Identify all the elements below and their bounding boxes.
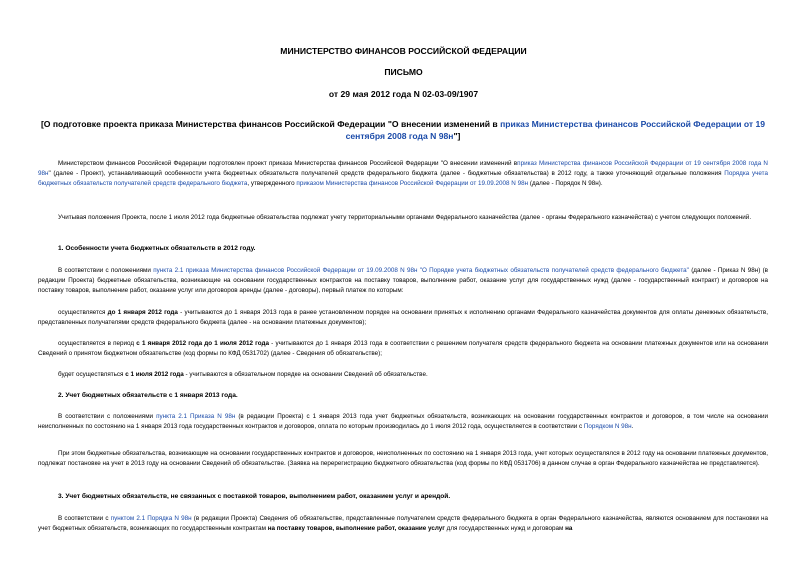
link-procedure-98n[interactable]: Порядком N 98н xyxy=(583,423,632,431)
link-item-2-1-order[interactable]: пункта 2.1 приказа Министерства финансов Российской Федерации от 19.09.2008 N 98н "О Порядке учета бюджетных обязательств получателей средств федерального бюджета" xyxy=(153,267,689,274)
bold-date: с 1 июля 2012 года xyxy=(125,371,184,378)
paragraph-text: , утвержденного xyxy=(247,180,295,188)
link-order-19092008[interactable]: приказом Министерства финансов Российской Федерации от 19.09.2008 N 98н xyxy=(296,180,529,188)
paragraph-text: - учитываются до 1 января 2013 года в соответствии с решением получателя средств федерального бюджета на основании платежных документов или на основании Сведений о принятом бюджетном обязательстве (код формы по КФД 0531702) (далее - Сведения об обязательстве); xyxy=(38,340,769,358)
link-procedure[interactable]: Порядка учета бюджетных обязательств получателей средств федерального бюджета xyxy=(38,170,768,188)
paragraph-section-1 xyxy=(38,266,768,297)
subject-link-order-98n[interactable]: приказ Министерства финансов Российской Федерации от 19 сентября 2008 года N 98н xyxy=(345,119,766,141)
paragraph-text: - учитываются в обязательном порядке на основании Сведений об обязательстве. xyxy=(185,371,428,378)
paragraph-after-july-2012 xyxy=(38,370,768,380)
paragraph-text: осуществляется xyxy=(58,309,106,316)
paragraph-positions: Учитывая положения Проекта, после 1 июля 2012 года бюджетные обязательства подлежат учету территориальными органами Федерального казначейства (далее - органы Федерального казначейства) с учетом следующих положений. xyxy=(58,214,752,221)
paragraph-section-3 xyxy=(38,514,768,534)
ministry-heading: МИНИСТЕРСТВО ФИНАНСОВ РОССИЙСКОЙ ФЕДЕРАЦИИ xyxy=(280,46,527,56)
section-2-heading: 2. Учет бюджетных обязательств с 1 января 2013 года. xyxy=(58,392,238,399)
paragraph-intro xyxy=(38,159,768,190)
paragraph-text: осуществляется в период xyxy=(58,340,135,347)
paragraph-text: В соответствии с положениями xyxy=(58,413,154,420)
paragraph-reregistration: При этом бюджетные обязательства, возникающие на основании государственных контрактов и договоров, неисполненных по состоянию на 1 января 2013 года, учет которых осуществлялся в 2012 году на основании платежных документов, подлежат постановке на учет в 2013 году на основании Сведений об обязательстве. (Заявка на перерегистрацию бюджетного обязательства (код формы по КФД 0531706) в данном случае в орган Федерального казначейства не представляется). xyxy=(38,450,768,468)
link-order-98n[interactable]: приказ Министерства финансов Российской Федерации от 19 сентября 2008 года N 98н xyxy=(38,160,768,178)
link-item-2-1-procedure[interactable]: пунктом 2.1 Порядка N 98н xyxy=(110,515,192,522)
paragraph-text: для государственных нужд и договорам xyxy=(446,525,564,533)
paragraph-text: В соответствии с положениями xyxy=(58,267,151,274)
bold-date: с 1 января 2012 года до 1 июля 2012 года xyxy=(136,340,269,347)
link-item-2-1-order-98n[interactable]: пункта 2.1 Приказа N 98н xyxy=(156,413,236,420)
paragraph-period-2012 xyxy=(38,339,768,359)
document-date-number: от 29 мая 2012 года N 02-03-09/1907 xyxy=(328,89,479,99)
bold-phrase: на xyxy=(565,525,573,533)
paragraph-text: В соответствии с xyxy=(58,515,109,522)
bold-phrase: на поставку товаров, выполнение работ, оказание услуг xyxy=(267,525,445,533)
paragraph-text: . xyxy=(631,423,634,431)
paragraph-text: будет осуществляться xyxy=(58,371,124,378)
paragraph-text: (в редакции Проекта) Сведения об обязательстве, представленные получателем средств федерального бюджета в орган Федерального казначейства, являются основанием для постановки на учет бюджетных обязательств, возникающих по государственным контрактам xyxy=(38,515,769,533)
paragraph-text: - учитываются до 1 января 2013 года в ранее установленном порядке на основании принятых к исполнению органами Федерального казначейства документов для оплаты денежных обязательств, представленных получателями средств федерального бюджета (далее - на основании платежных документов); xyxy=(38,309,769,327)
document-type: ПИСЬМО xyxy=(384,67,423,77)
paragraph-text: (далее - Приказ N 98н) (в редакции Проекта) бюджетные обязательства, возникающие на основании государственных контрактов на поставку товаров, выполнение работ, оказание услуг для государственных нужд (далее - государственный контракт) и договоров на поставку товаров, выполнение работ, оказание услуг или договоров аренды (далее - договоры), первый платеж по которым: xyxy=(38,267,769,295)
paragraph-text: " (далее - Проект), устанавливающий особенности учета бюджетных обязательств получателей средств федерального бюджета (далее - бюджетные обязательства) в 2012 году, а также уточняющий отдельные положения xyxy=(48,170,722,178)
paragraph-text: Министерством финансов Российской Федерации подготовлен проект приказа Министерства финансов Российской Федерации "О внесении изменений в xyxy=(58,160,518,167)
paragraph-text: (в редакции Проекта) с 1 января 2013 года учет бюджетных обязательств, возникающих на основании государственных контрактов и договоров, в том числе на основании неисполненных по состоянию на 1 января 2013 года государственных контрактов и договоров, оплата по которым производилась до 1 июля 2012 года, осуществляется в соответствии с xyxy=(38,413,769,431)
paragraph-before-2012 xyxy=(38,308,768,328)
subject-text-close: "] xyxy=(453,131,461,141)
document-subject xyxy=(36,118,770,142)
paragraph-section-2 xyxy=(38,412,768,432)
section-3-heading: 3. Учет бюджетных обязательств, не связанных с поставкой товаров, выполнением работ, оказанием услуг и арендой. xyxy=(58,493,451,500)
subject-text-open: [О подготовке проекта приказа Министерства финансов Российской Федерации "О внесении изменений в xyxy=(40,119,501,129)
bold-date: до 1 января 2012 года xyxy=(107,309,178,316)
section-1-heading: 1. Особенности учета бюджетных обязательств в 2012 году. xyxy=(58,245,256,252)
paragraph-text: (далее - Порядок N 98н). xyxy=(529,180,603,188)
